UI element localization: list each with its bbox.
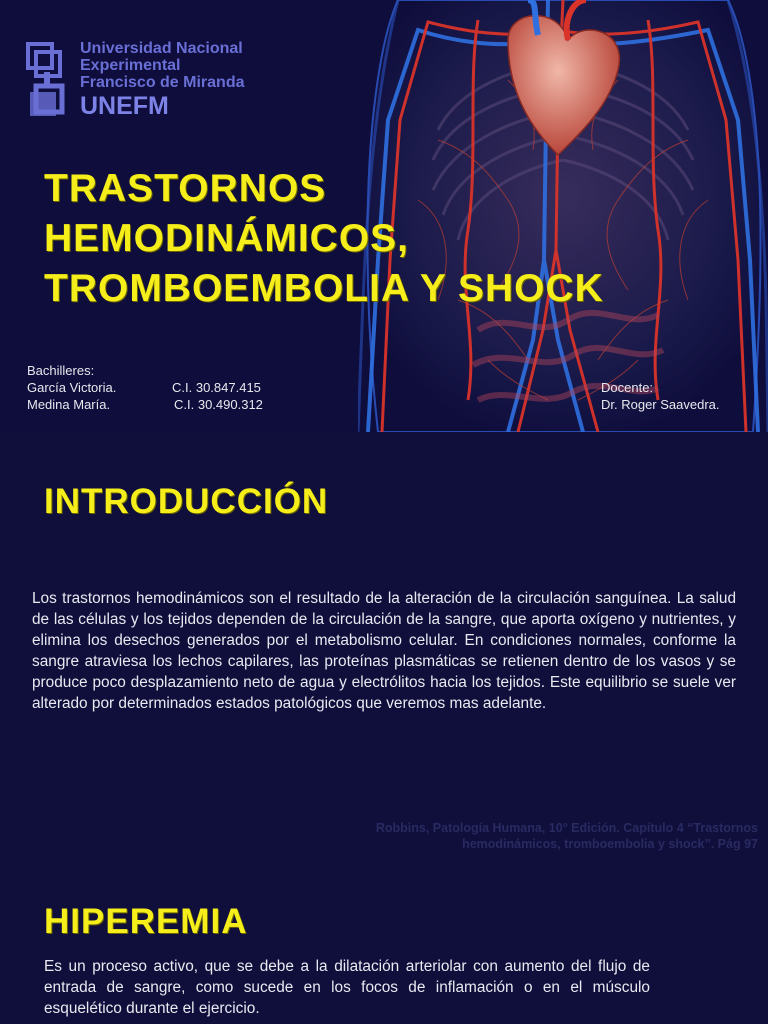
- student-id: C.I. 30.847.415: [172, 380, 261, 395]
- cover-title: [44, 164, 684, 314]
- cover-title-line: TRASTORNOS: [44, 167, 327, 210]
- logo-line: Universidad Nacional: [80, 40, 243, 57]
- intro-citation: Robbins, Patología Humana, 10° Edición. Capítulo 4 “Trastornos hemodinámicos, tromboembolia y shock”. Pág 97: [375, 821, 758, 851]
- teacher-label: Docente:: [601, 380, 654, 395]
- cover-slide: [0, 0, 768, 432]
- student-row: [27, 396, 263, 413]
- student-id: C.I. 30.490.312: [174, 397, 263, 412]
- student-name: Medina María.: [27, 397, 111, 412]
- student-name: García Victoria.: [27, 380, 117, 395]
- cover-title-line: HEMODINÁMICOS,: [44, 217, 409, 260]
- hiperemia-paragraph: Es un proceso activo, que se debe a la dilatación arteriolar con aumento del flujo de entrada de sangre, como sucede en los focos de inflamación o en el músculo esquelético durante el ejercicio.: [44, 958, 650, 1017]
- students-label: Bachilleres:: [27, 363, 95, 378]
- content-slide: [0, 432, 768, 1024]
- logo-abbreviation: UNEFM: [80, 92, 169, 120]
- unefm-emblem-icon: [26, 42, 72, 118]
- student-row: [27, 379, 261, 396]
- university-logo: [26, 40, 276, 120]
- intro-heading: INTRODUCCIÓN: [44, 482, 329, 521]
- logo-line: Francisco de Miranda: [80, 74, 245, 91]
- hiperemia-heading: HIPEREMIA: [44, 902, 248, 941]
- teacher-name: Dr. Roger Saavedra.: [601, 397, 720, 412]
- logo-university-name: [80, 40, 245, 91]
- students-block: [27, 362, 263, 413]
- intro-paragraph: Los trastornos hemodinámicos son el resultado de la alteración de la circulación sanguínea. La salud de las células y los tejidos dependen de la circulación de la sangre, que aporta oxígeno y nutrientes, y elimina los desechos generados por el metabolismo celular. En condiciones normales, conforme la sangre atraviesa los lechos capilares, las proteínas plasmáticas se retienen dentro de los vasos y se produce poco desplazamiento neto de agua y electrólitos hacia los tejidos. Este equilibrio se suele ver alterado por determinados estados patológicos que veremos mas adelante.: [32, 590, 736, 712]
- cover-title-line: TROMBOEMBOLIA Y SHOCK: [44, 267, 604, 310]
- logo-line: Experimental: [80, 57, 181, 74]
- teacher-block: [601, 379, 720, 413]
